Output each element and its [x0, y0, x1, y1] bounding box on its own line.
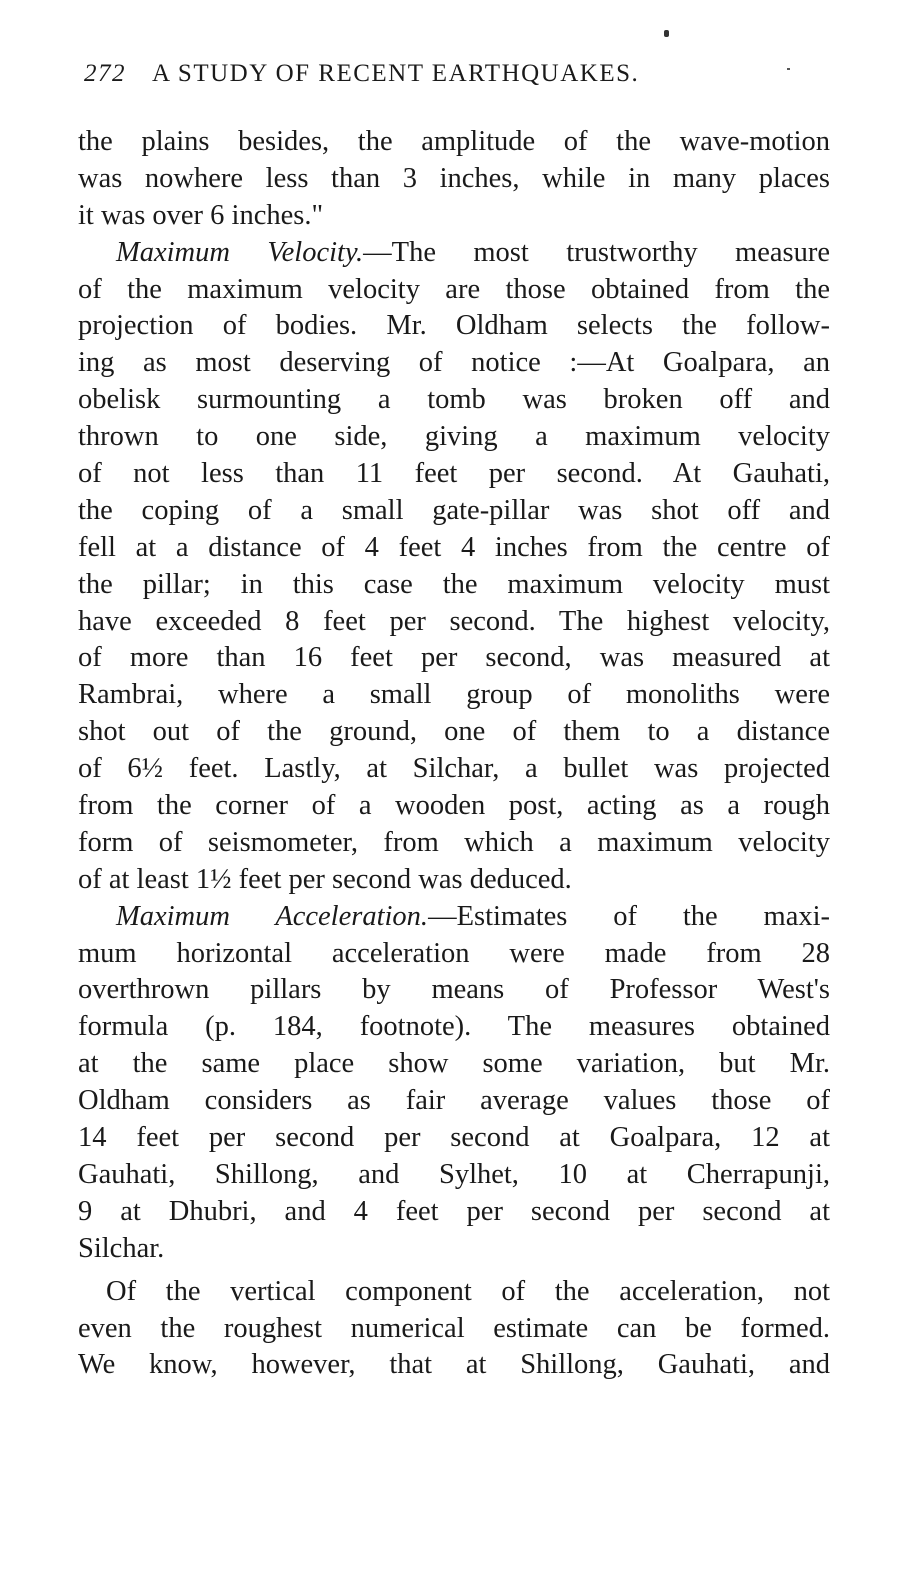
text-line: projection of bodies. Mr. Oldham selects the follow- — [78, 310, 830, 342]
text-line: Silchar. — [78, 1232, 165, 1264]
text-line: shot out of the ground, one of them to a distance — [78, 716, 830, 748]
section-heading: Maximum Acceleration. — [116, 900, 429, 932]
ink-speck — [787, 68, 790, 70]
text-line: We know, however, that at Shillong, Gauhati, and — [78, 1349, 830, 1381]
text-line: mum horizontal acceleration were made from 28 — [78, 937, 830, 969]
paragraph — [78, 235, 830, 899]
text-line: was nowhere less than 3 inches, while in many places — [78, 162, 830, 194]
text-line: Of the vertical component of the acceleration, not — [106, 1275, 830, 1307]
text-line: 14 feet per second per second at Goalpara, 12 at — [78, 1122, 830, 1154]
text-line: thrown to one side, giving a maximum velocity — [78, 421, 830, 453]
page-number: 272 — [84, 60, 126, 87]
text-line: 9 at Dhubri, and 4 feet per second per second at — [78, 1195, 830, 1227]
text-line: of at least 1½ feet per second was deduced. — [78, 863, 572, 895]
text-line: of the maximum velocity are those obtained from the — [78, 273, 830, 305]
text-line: have exceeded 8 feet per second. The highest velocity, — [78, 605, 830, 637]
text-line: formula (p. 184, footnote). The measures obtained — [78, 1011, 830, 1043]
section-heading: Maximum Velocity. — [116, 236, 364, 268]
ink-speck — [664, 30, 669, 37]
text-line: ing as most deserving of notice :—At Goalpara, an — [78, 347, 830, 379]
text-line: at the same place show some variation, but Mr. — [78, 1048, 830, 1080]
text-line: from the corner of a wooden post, acting as a rough — [78, 790, 830, 822]
body-text — [78, 124, 830, 1384]
paragraph — [78, 1274, 830, 1385]
text-line: obelisk surmounting a tomb was broken off and — [78, 384, 830, 416]
text-line — [78, 235, 830, 272]
text-fragment: —The most trustworthy measure — [363, 236, 830, 268]
text-line: the plains besides, the amplitude of the wave-motion — [78, 126, 830, 157]
text-line: of not less than 11 feet per second. At Gauhati, — [78, 458, 830, 490]
text-line — [78, 899, 830, 936]
running-head — [84, 60, 784, 94]
text-line: fell at a distance of 4 feet 4 inches from the centre of — [78, 531, 830, 563]
text-line: even the roughest numerical estimate can be formed. — [78, 1312, 830, 1344]
text-line: the coping of a small gate-pillar was shot off and — [78, 494, 830, 526]
text-line: of more than 16 feet per second, was measured at — [78, 642, 830, 674]
text-fragment: —Estimates of the maxi- — [428, 900, 831, 932]
paragraph — [78, 124, 830, 235]
paragraph — [78, 899, 830, 1268]
text-line: Rambrai, where a small group of monoliths were — [78, 679, 830, 711]
text-line: Oldham considers as fair average values those of — [78, 1085, 830, 1117]
text-line: it was over 6 inches." — [78, 199, 324, 231]
text-line: overthrown pillars by means of Professor West's — [78, 974, 830, 1006]
text-line: Gauhati, Shillong, and Sylhet, 10 at Cherrapunji, — [78, 1158, 830, 1190]
text-line: of 6½ feet. Lastly, at Silchar, a bullet was projected — [78, 753, 830, 785]
text-line: the pillar; in this case the maximum velocity must — [78, 568, 830, 600]
text-line: form of seismometer, from which a maximum velocity — [78, 826, 830, 858]
running-title: A STUDY OF RECENT EARTHQUAKES. — [152, 60, 640, 87]
